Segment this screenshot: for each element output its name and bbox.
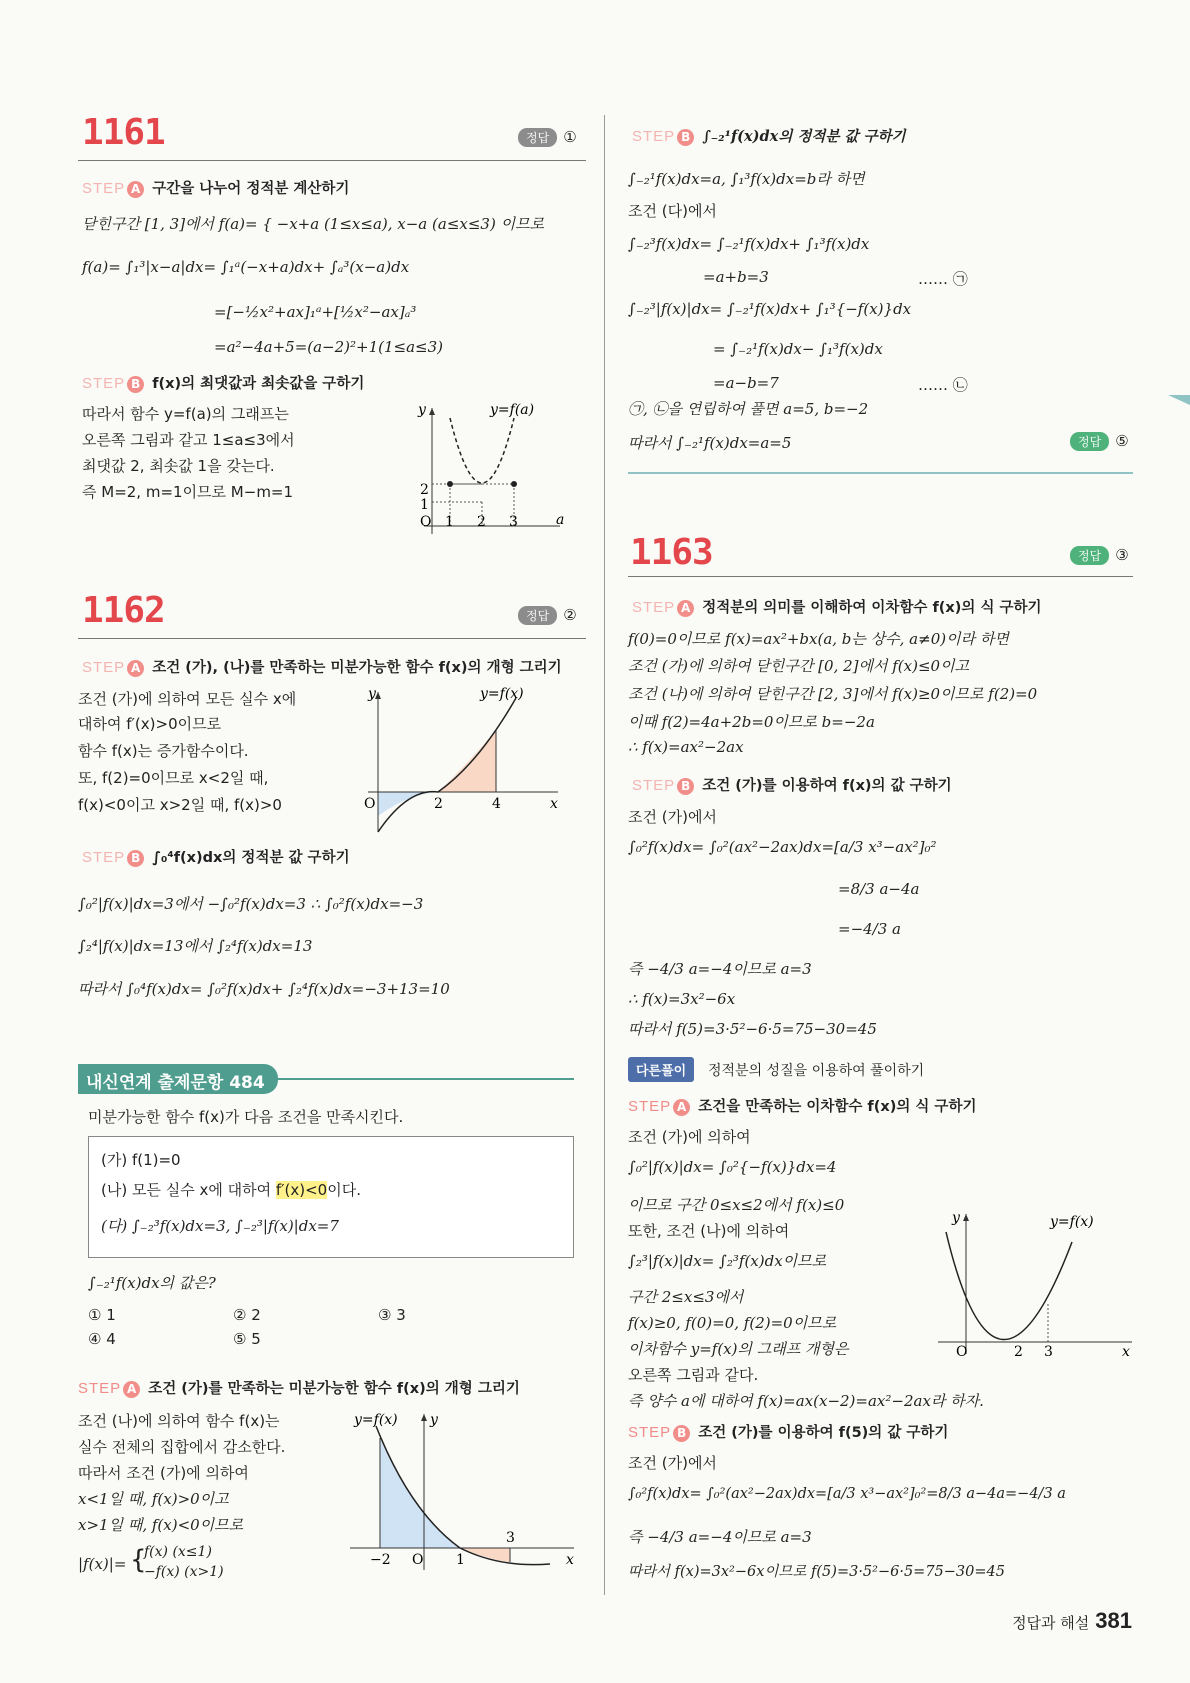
step-title: 조건 (가)를 이용하여 f(x)의 값 구하기 (702, 778, 952, 794)
answer-value: ① (563, 128, 577, 146)
line-1163-c5: ∫₂³|f(x)|dx= ∫₂³f(x)dx이므로 (628, 1252, 827, 1270)
explain-linked-5: x>1일 때, f(x)<0이므로 (78, 1516, 244, 1534)
page-number: 381 (1095, 1608, 1132, 1633)
step-title: 조건 (가), (나)를 만족하는 미분가능한 함수 f(x)의 개형 그리기 (152, 660, 562, 676)
xtick: 3 (509, 514, 518, 530)
page-footer (1012, 1608, 1132, 1634)
step-letter: B (127, 850, 144, 867)
answer-badge: 정답 (518, 606, 557, 625)
xtick: 1 (456, 1552, 465, 1568)
step-word: STEP (82, 849, 126, 866)
step-word: STEP (632, 777, 676, 794)
x-label: x (566, 1552, 574, 1568)
answer-value: ② (563, 606, 577, 624)
rule-teal (628, 472, 1133, 474)
explain-linked-1: 조건 (나)에 의하여 함수 f(x)는 (78, 1412, 280, 1430)
linked-b-6: = ∫₋₂¹f(x)dx− ∫₁³f(x)dx (713, 340, 883, 358)
y-arrow (963, 1214, 969, 1221)
step-title: 정적분의 의미를 이해하여 이차함수 f(x)의 식 구하기 (702, 600, 1042, 616)
line-1163-b7: 따라서 f(5)=3·5²−6·5=75−30=45 (628, 1020, 877, 1038)
line-1162-3: 따라서 ∫₀⁴f(x)dx= ∫₀²f(x)dx+ ∫₂⁴f(x)dx=−3+13=10 (78, 980, 450, 998)
banner-line (278, 1078, 574, 1080)
line-1161-4: =a²−4a+5=(a−2)²+1(1≤a≤3) (214, 338, 444, 356)
origin-label: O (412, 1552, 424, 1568)
ytick: 1 (420, 497, 429, 513)
point (511, 481, 517, 487)
origin-label: O (956, 1344, 968, 1360)
linked-b-1: ∫₋₂¹f(x)dx=a, ∫₁³f(x)dx=b라 하면 (628, 170, 865, 188)
step-title: 조건을 만족하는 이차함수 f(x)의 식 구하기 (698, 1099, 977, 1115)
explain-linked-3: 따라서 조건 (가)에 의하여 (78, 1464, 249, 1482)
step-title: 구간을 나누어 정적분 계산하기 (152, 181, 350, 197)
line-1163-d4: 따라서 f(x)=3x²−6x이므로 f(5)=3·5²−6·5=75−30=45 (628, 1564, 1005, 1580)
answer-badge: 정답 (1070, 546, 1109, 565)
problem-number-1162: 1162 (82, 590, 165, 631)
x-label: a (556, 512, 565, 528)
step-word: STEP (78, 1380, 122, 1397)
step-word: STEP (82, 180, 126, 197)
linked-banner (78, 1064, 583, 1094)
line-1163-c6: 구간 2≤x≤3에서 (628, 1288, 744, 1306)
x-label: x (550, 796, 558, 812)
step-letter: A (127, 660, 144, 677)
xtick: −2 (370, 1552, 391, 1568)
graph-linked (350, 1400, 580, 1572)
graph-1162 (364, 684, 568, 834)
line-1163-b6: ∴ f(x)=3x²−6x (628, 990, 736, 1008)
step-b2-1163 (628, 1421, 948, 1442)
line-1163-c3: 이므로 구간 0≤x≤2에서 f(x)≤0 (628, 1196, 845, 1214)
step-word: STEP (632, 599, 676, 616)
step-title: 조건 (가)를 이용하여 f(5)의 값 구하기 (698, 1425, 949, 1441)
choice-4[interactable]: ④ 4 (88, 1330, 116, 1348)
abs-case-2: −f(x) (x>1) (144, 1564, 224, 1580)
cond-na-pre: (나) 모든 실수 x에 대하여 (101, 1181, 276, 1199)
point (447, 481, 453, 487)
banner-text: 내신연계 출제문항 484 (86, 1073, 265, 1093)
line-1163-d3: 즉 −4/3 a=−4이므로 a=3 (628, 1528, 812, 1546)
explain-linked-2: 실수 전체의 집합에서 감소한다. (78, 1438, 286, 1456)
linked-b-3: ∫₋₂³f(x)dx= ∫₋₂¹f(x)dx+ ∫₁³f(x)dx (628, 235, 870, 253)
step-b-linked (632, 125, 906, 146)
line-1162-2: ∫₂⁴|f(x)|dx=13에서 ∫₂⁴f(x)dx=13 (78, 937, 313, 955)
graph-1163 (936, 1204, 1136, 1360)
rule (78, 160, 586, 161)
cond-na-highlight: f′(x)<0 (275, 1181, 328, 1199)
y-label: y (952, 1210, 960, 1226)
answer-1162 (518, 606, 577, 625)
cond-ga: (가) f(1)=0 (101, 1151, 181, 1169)
linked-b-8: ㉠, ㉡을 연립하여 풀면 a=5, b=−2 (628, 400, 869, 418)
answer-badge: 정답 (518, 128, 557, 147)
line-1163-a2: 조건 (가)에 의하여 닫힌구간 [0, 2]에서 f(x)≤0이고 (628, 657, 970, 675)
y-arrow (421, 1414, 427, 1421)
mark-2: …… ㉡ (918, 376, 968, 394)
step-title: ∫₀⁴f(x)dx의 정적분 값 구하기 (152, 850, 350, 866)
step-letter: A (123, 1381, 140, 1398)
func-label: y=f(x) (480, 686, 524, 702)
answer-1161 (518, 128, 577, 147)
explain-linked-4: x<1일 때, f(x)>0이고 (78, 1490, 229, 1508)
condition-box (88, 1136, 574, 1258)
rule (628, 576, 1133, 577)
line-1163-c1: 조건 (가)에 의하여 (628, 1128, 751, 1146)
func-label: y=f(x) (354, 1412, 398, 1428)
cond-da: (다) ∫₋₂³f(x)dx=3, ∫₋₂³|f(x)|dx=7 (101, 1217, 339, 1235)
explain-1161-2: 오른쪽 그림과 같고 1≤a≤3에서 (82, 431, 295, 449)
step-word: STEP (82, 375, 126, 392)
linked-b-9: 따라서 ∫₋₂¹f(x)dx=a=5 (628, 434, 792, 452)
linked-b-5: ∫₋₂³|f(x)|dx= ∫₋₂¹f(x)dx+ ∫₁³{−f(x)}dx (628, 300, 912, 318)
line-1163-a4: 이때 f(2)=4a+2b=0이므로 b=−2a (628, 713, 875, 731)
line-1163-b2: ∫₀²f(x)dx= ∫₀²(ax²−2ax)dx=[a/3 x³−ax²]₀² (628, 838, 937, 856)
alt-solution-badge: 다른풀이 (628, 1057, 694, 1082)
answer-value: ③ (1115, 546, 1129, 564)
step-word: STEP (632, 128, 676, 145)
line-1163-c4: 또한, 조건 (나)에 의하여 (628, 1222, 790, 1240)
explain-1161-3: 최댓값 2, 최솟값 1을 갖는다. (82, 457, 275, 475)
answer-linked (1070, 432, 1129, 451)
area-negative (460, 1548, 510, 1562)
xtick: 2 (477, 514, 486, 530)
step-a-linked (78, 1377, 520, 1398)
abs-case-1: f(x) (x≤1) (144, 1544, 212, 1560)
explain-1162-4: 또, f(2)=0이므로 x<2일 때, (78, 769, 269, 787)
answer-value: ⑤ (1115, 432, 1129, 450)
curve (946, 1232, 1072, 1340)
line-1163-a1: f(0)=0이므로 f(x)=ax²+bx(a, b는 상수, a≠0)이라 하면 (628, 630, 1009, 648)
graph-1161 (410, 398, 570, 536)
line-1163-c9: 오른쪽 그림과 같다. (628, 1366, 759, 1384)
rule (78, 638, 586, 639)
cond-na-post: 이다. (327, 1181, 361, 1199)
choice-3[interactable]: ③ 3 (378, 1306, 406, 1324)
curve (450, 418, 514, 483)
abs-lhs: |f(x)|= (78, 1555, 127, 1573)
area-positive (438, 730, 496, 792)
line-1161-2: f(a)= ∫₁³|x−a|dx= ∫₁ᵃ(−x+a)dx+ ∫ₐ³(x−a)dx (82, 258, 410, 276)
x-label: x (1122, 1344, 1130, 1360)
func-label: y=f(x) (1050, 1214, 1094, 1230)
area-negative (378, 792, 438, 816)
xtick: 2 (1014, 1344, 1023, 1360)
area-positive (380, 1438, 460, 1548)
explain-1162-2: 대하여 f′(x)>0이므로 (78, 715, 222, 733)
step-title: f(x)의 최댓값과 최솟값을 구하기 (152, 376, 365, 392)
xtick: 2 (434, 796, 443, 812)
xtick: 3 (1044, 1344, 1053, 1360)
explain-1161-4: 즉 M=2, m=1이므로 M−m=1 (82, 483, 294, 501)
column-divider (604, 115, 605, 1595)
line-1163-c7: f(x)≥0, f(0)=0, f(2)=0이므로 (628, 1314, 837, 1332)
step-letter: B (677, 778, 694, 795)
choice-1[interactable]: ① 1 (88, 1306, 116, 1324)
step-letter: A (673, 1099, 690, 1116)
line-1163-b3: =8/3 a−4a (838, 880, 920, 898)
step-a-1161 (82, 177, 349, 198)
step-a-1163 (632, 596, 1042, 617)
xtick: 3 (506, 1530, 515, 1546)
answer-badge: 정답 (1070, 432, 1109, 451)
func-label: y=f(a) (490, 402, 535, 418)
step-letter: B (677, 129, 694, 146)
explain-1162-5: f(x)<0이고 x>2일 때, f(x)>0 (78, 796, 282, 814)
line-1163-d1: 조건 (가)에서 (628, 1454, 717, 1472)
page-corner-mark (1168, 395, 1190, 405)
mark-1: …… ㉠ (918, 270, 968, 288)
linked-b-4: =a+b=3 (703, 268, 769, 286)
line-1163-b5: 즉 −4/3 a=−4이므로 a=3 (628, 960, 812, 978)
step-letter: A (127, 181, 144, 198)
y-label: y (368, 686, 376, 702)
y-label: y (418, 402, 426, 418)
problem-number-1161: 1161 (82, 112, 165, 153)
footer-label: 정답과 해설 (1012, 1614, 1090, 1632)
line-1163-a3: 조건 (나)에 의하여 닫힌구간 [2, 3]에서 f(x)≥0이므로 f(2)=0 (628, 685, 1038, 703)
xtick: 4 (492, 796, 501, 812)
step-title: ∫₋₂¹f(x)dx의 정적분 값 구하기 (702, 128, 906, 145)
xtick: 1 (445, 514, 454, 530)
line-1163-d2: ∫₀²f(x)dx= ∫₀²(ax²−2ax)dx=[a/3 x³−ax²]₀²=8/3 a−4a=−4/3 a (628, 1486, 1066, 1502)
explain-1162-1: 조건 (가)에 의하여 모든 실수 x에 (78, 690, 297, 708)
step-b-1162 (82, 846, 350, 867)
line-1163-a5: ∴ f(x)=ax²−2ax (628, 738, 744, 756)
problem-number-1163: 1163 (630, 532, 713, 573)
origin-label: O (364, 796, 376, 812)
explain-1161-1: 따라서 함수 y=f(a)의 그래프는 (82, 405, 289, 423)
step-word: STEP (628, 1424, 672, 1441)
step-a2-1163 (628, 1095, 976, 1116)
linked-intro: 미분가능한 함수 f(x)가 다음 조건을 만족시킨다. (88, 1108, 404, 1126)
step-a-1162 (82, 656, 562, 677)
line-1161-1: 닫힌구간 [1, 3]에서 f(a)= { −x+a (1≤x≤a), x−a (a≤x≤3) 이므로 (82, 215, 545, 233)
answer-1163 (1070, 546, 1129, 565)
line-1161-3: =[−½x²+ax]₁ᵃ+[½x²−ax]ₐ³ (214, 303, 417, 321)
step-b-1161 (82, 372, 364, 393)
step-letter: A (677, 600, 694, 617)
y-arrow (429, 408, 435, 415)
line-1163-c8: 이차함수 y=f(x)의 그래프 개형은 (628, 1340, 849, 1358)
line-1163-c2: ∫₀²|f(x)|dx= ∫₀²{−f(x)}dx=4 (628, 1158, 837, 1176)
line-1162-1: ∫₀²|f(x)|dx=3에서 −∫₀²f(x)dx=3 ∴ ∫₀²f(x)dx=−3 (78, 895, 424, 913)
origin-label: O (420, 514, 432, 530)
step-word: STEP (628, 1098, 672, 1115)
linked-question: ∫₋₂¹f(x)dx의 값은? (88, 1274, 216, 1292)
step-letter: B (127, 376, 144, 393)
step-title: 조건 (가)를 만족하는 미분가능한 함수 f(x)의 개형 그리기 (148, 1381, 520, 1397)
step-letter: B (673, 1425, 690, 1442)
cond-na (101, 1179, 361, 1200)
line-1163-b4: =−4/3 a (838, 920, 901, 938)
abs-brace: { (130, 1545, 147, 1575)
alt-solution-title: 정적분의 성질을 이용하여 풀이하기 (708, 1063, 925, 1079)
line-1163-b1: 조건 (가)에서 (628, 808, 717, 826)
choice-2[interactable]: ② 2 (233, 1306, 261, 1324)
step-b-1163 (632, 774, 952, 795)
ytick: 2 (420, 482, 429, 498)
line-1163-c10: 즉 양수 a에 대하여 f(x)=ax(x−2)=ax²−2ax라 하자. (628, 1392, 984, 1410)
step-word: STEP (82, 659, 126, 676)
linked-b-2: 조건 (다)에서 (628, 202, 717, 220)
choice-5[interactable]: ⑤ 5 (233, 1330, 261, 1348)
linked-b-7: =a−b=7 (713, 374, 779, 392)
explain-1162-3: 함수 f(x)는 증가함수이다. (78, 742, 249, 760)
y-label: y (430, 1412, 438, 1428)
